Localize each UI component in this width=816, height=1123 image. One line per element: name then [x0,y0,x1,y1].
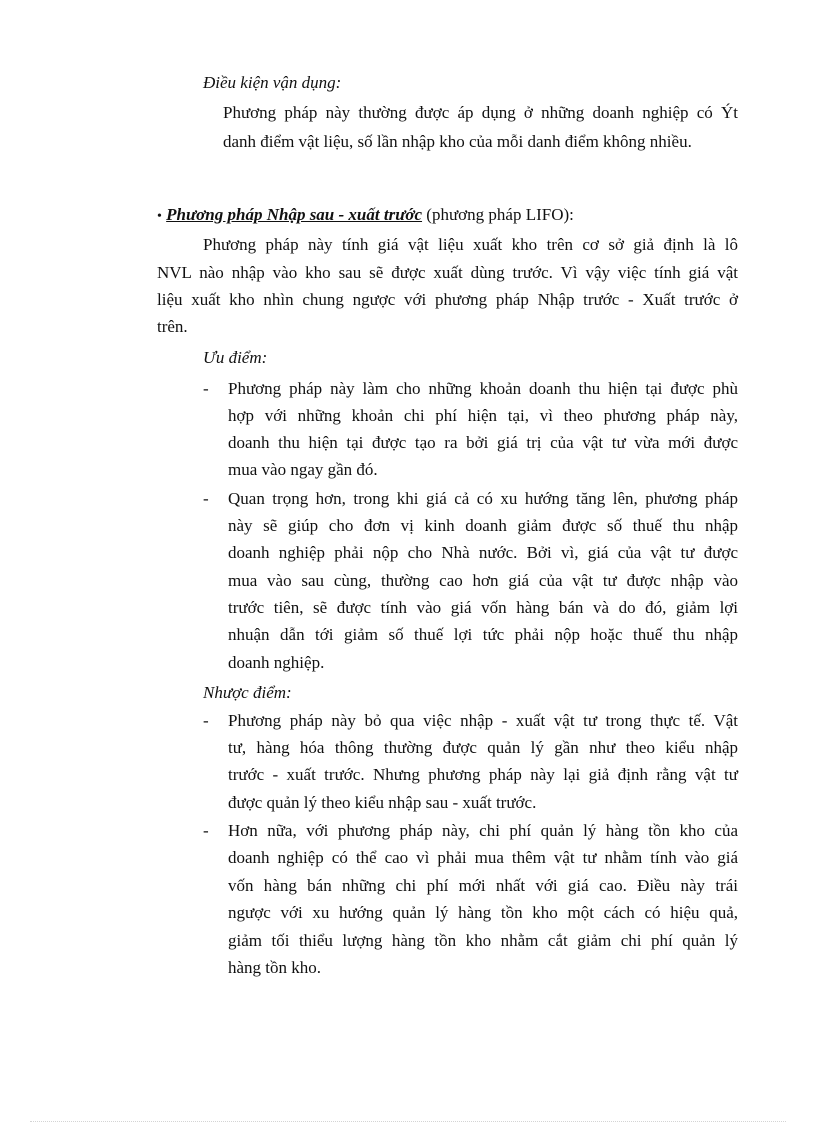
section-title: Phương pháp Nhập sau - xuất trước [166,205,423,224]
disadvantage-2-line-5: giảm tối thiểu lượng hàng tồn kho nhằm cắt giảm chi phí quản lý [228,931,738,950]
disadvantage-1-line-3: trước - xuất trước. Nhưng phương pháp này lại giả định rằng vật tư [228,765,738,784]
intro-line-2: NVL nào nhập vào kho sau sẽ được xuất dùng trước. Vì vậy việc tính giá vật [157,263,738,282]
advantage-1-dash: - [203,379,209,398]
disadvantage-2-line-4: ngược với xu hướng quản lý hàng tồn kho một cách có hiệu quả, [228,903,738,922]
advantage-1-line-4: mua vào ngay gần đó. [228,460,378,479]
bullet-icon: • [157,209,162,224]
section-heading [157,204,574,228]
advantage-2-line-1: Quan trọng hơn, trong khi giá cả có xu hướng tăng lên, phương pháp [228,489,738,508]
disadvantages-label: Nhược điểm: [203,683,292,702]
advantage-2-line-4: mua vào sau cùng, thường cao hơn giá của vật tư được nhập vào [228,571,738,590]
disadvantage-1-line-4: được quản lý theo kiểu nhập sau - xuất trước. [228,793,537,812]
conditions-line-1: Phương pháp này thường được áp dụng ở những doanh nghiệp có Ýt [223,103,738,122]
disadvantage-2-line-6: hàng tồn kho. [228,958,322,977]
conditions-label: Điều kiện vận dụng: [203,73,342,92]
disadvantage-1-line-1: Phương pháp này bỏ qua việc nhập - xuất vật tư trong thực tế. Vật [228,711,738,730]
disadvantage-1-dash: - [203,711,209,730]
advantage-1-line-1: Phương pháp này làm cho những khoản doanh thu hiện tại được phù [228,379,738,398]
disadvantage-2-line-1: Hơn nữa, với phương pháp này, chi phí quản lý hàng tồn kho của [228,821,738,840]
intro-line-3: liệu xuất kho nhìn chung ngược với phương pháp Nhập trước - Xuất trước ở [157,290,738,309]
advantages-label: Ưu điểm: [203,348,268,367]
intro-line-4: trên. [157,317,188,336]
advantage-1-line-2: hợp với những khoản chi phí hiện tại, vì theo phương pháp này, [228,406,738,425]
disadvantage-1-line-2: tư, hàng hóa thông thường được quản lý gần như theo kiểu nhập [228,738,738,757]
advantage-2-line-3: doanh nghiệp phải nộp cho Nhà nước. Bởi vì, giá của vật tư được [228,543,738,562]
page-bottom-rule [30,1121,786,1122]
disadvantage-2-line-2: doanh nghiệp có thể cao vì phải mua thêm vật tư nhằm tính vào giá [228,848,738,867]
section-title-suffix: (phương pháp LIFO): [422,205,574,224]
advantage-1-line-3: doanh thu hiện tại được tạo ra bởi giá trị của vật tư vừa mới được [228,433,738,452]
advantage-2-line-6: nhuận dẫn tới giảm số thuế lợi tức phải nộp hoặc thuế thu nhập [228,625,738,644]
intro-line-1: Phương pháp này tính giá vật liệu xuất kho trên cơ sở giả định là lô [203,235,738,254]
advantage-2-line-5: trước tiên, sẽ được tính vào giá vốn hàng bán và do đó, giảm lợi [228,598,738,617]
disadvantage-2-line-3: vốn hàng bán những chi phí mới nhất với giá cao. Điều này trái [228,876,738,895]
disadvantage-2-dash: - [203,821,209,840]
advantage-2-dash: - [203,489,209,508]
advantage-2-line-7: doanh nghiệp. [228,653,325,672]
conditions-line-2: danh điểm vật liệu, số lần nhập kho của mỗi danh điểm không nhiều. [223,132,692,151]
advantage-2-line-2: này sẽ giúp cho đơn vị kinh doanh giảm được số thuế thu nhập [228,516,738,535]
